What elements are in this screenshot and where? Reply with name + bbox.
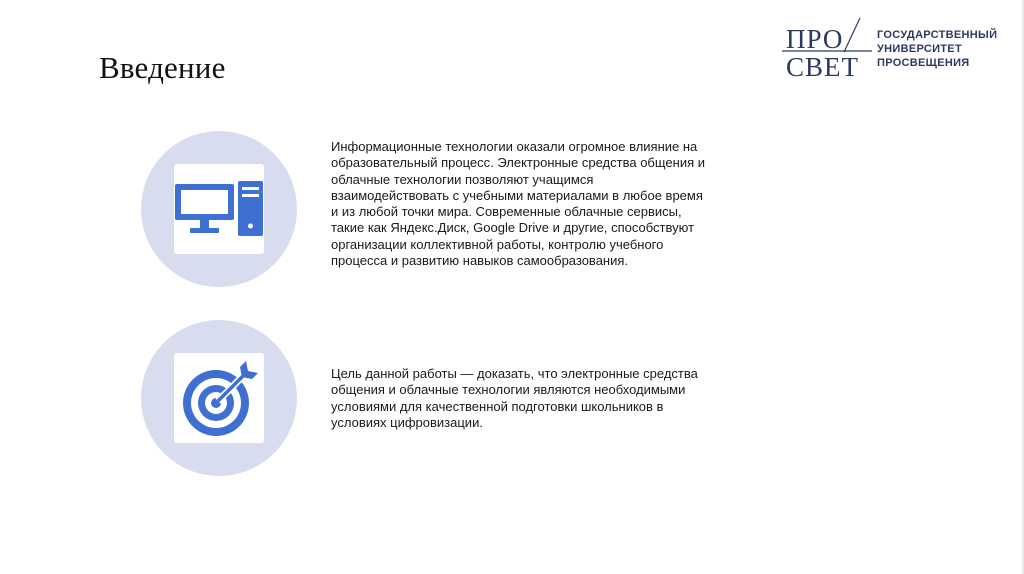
intro-paragraph: Информационные технологии оказали огромное влияние на образовательный процесс. Электронные средства общения и облачные технологии позволяют учащимся взаимодействовать с учебными материалами в любое время и из любой точки мира. Современные облачные сервисы, такие как Яндекс.Диск, Google Drive и другие, способствуют организации коллективной работы, контролю учебного процесса и развитию навыков самообразования. bbox=[331, 139, 705, 269]
slide-title: Введение bbox=[99, 50, 226, 85]
logo-text-line3: ПРОСВЕЩЕНИЯ bbox=[877, 57, 970, 69]
logo-mark-line2: СВЕТ bbox=[786, 52, 860, 82]
logo-text-line2: УНИВЕРСИТЕТ bbox=[877, 43, 962, 55]
goal-paragraph: Цель данной работы — доказать, что электронные средства общения и облачные технологии являются необходимыми условиями для качественной подготовки школьников в условиях цифровизации. bbox=[331, 366, 698, 430]
computer-icon bbox=[174, 164, 264, 254]
logo-text-line1: ГОСУДАРСТВЕННЫЙ bbox=[877, 29, 998, 41]
university-logo bbox=[776, 16, 998, 86]
target-icon bbox=[174, 353, 264, 443]
logo-mark bbox=[776, 16, 876, 82]
icon-frame bbox=[174, 353, 264, 443]
icon-circle-target bbox=[141, 320, 297, 476]
logo-text bbox=[877, 28, 997, 70]
logo-mark-line1: ПРО bbox=[786, 24, 844, 54]
icon-circle-computer bbox=[141, 131, 297, 287]
icon-frame bbox=[174, 164, 264, 254]
